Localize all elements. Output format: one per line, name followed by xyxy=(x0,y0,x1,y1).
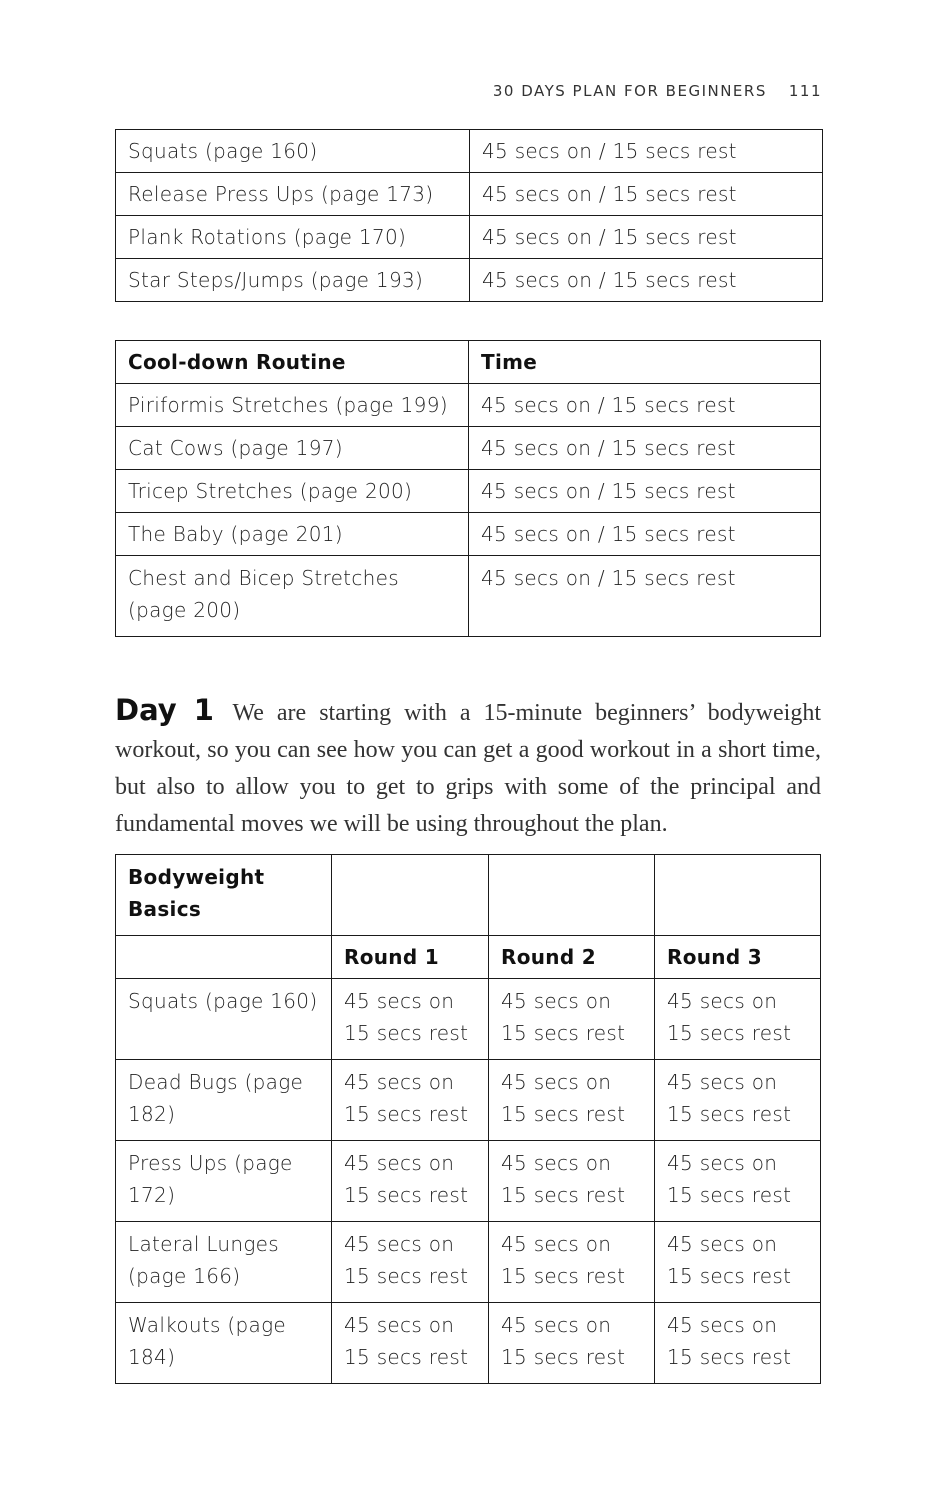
column-header-round-1: Round 1 xyxy=(332,936,489,979)
empty-cell xyxy=(332,855,489,936)
round-cell xyxy=(489,979,655,1060)
rest-text: 15 secs rest xyxy=(501,1264,626,1288)
exercise-cell: The Baby (page 201) xyxy=(116,513,469,556)
round-cell xyxy=(332,979,489,1060)
round-cell xyxy=(655,1303,821,1384)
on-text: 45 secs on xyxy=(501,1070,612,1094)
on-text: 45 secs on xyxy=(667,1151,778,1175)
empty-cell xyxy=(489,855,655,936)
time-cell: 45 secs on / 15 secs rest xyxy=(470,216,823,259)
on-text: 45 secs on xyxy=(501,1313,612,1337)
table-row xyxy=(116,173,823,216)
time-cell: 45 secs on / 15 secs rest xyxy=(469,556,821,637)
empty-cell xyxy=(655,855,821,936)
exercise-cell: Walkouts (page 184) xyxy=(116,1303,332,1384)
table-row xyxy=(116,470,821,513)
round-cell xyxy=(489,1141,655,1222)
table-row xyxy=(116,427,821,470)
rest-text: 15 secs rest xyxy=(667,1345,792,1369)
day1-paragraph xyxy=(115,692,821,843)
on-text: 45 secs on xyxy=(344,1070,455,1094)
exercise-cell: Squats (page 160) xyxy=(116,130,470,173)
table-row xyxy=(116,384,821,427)
rest-text: 15 secs rest xyxy=(667,1183,792,1207)
table-row xyxy=(116,513,821,556)
cooldown-table xyxy=(115,340,821,637)
exercise-cell: Squats (page 160) xyxy=(116,979,332,1060)
on-text: 45 secs on xyxy=(667,989,778,1013)
exercise-cell: Dead Bugs (page 182) xyxy=(116,1060,332,1141)
exercise-cell: Star Steps/Jumps (page 193) xyxy=(116,259,470,302)
column-header-time: Time xyxy=(469,341,821,384)
rest-text: 15 secs rest xyxy=(344,1264,469,1288)
on-text: 45 secs on xyxy=(344,989,455,1013)
time-cell: 45 secs on / 15 secs rest xyxy=(470,173,823,216)
round-cell xyxy=(655,1060,821,1141)
rest-text: 15 secs rest xyxy=(667,1264,792,1288)
rest-text: 15 secs rest xyxy=(667,1102,792,1126)
rest-text: 15 secs rest xyxy=(344,1345,469,1369)
rest-text: 15 secs rest xyxy=(344,1183,469,1207)
time-cell: 45 secs on / 15 secs rest xyxy=(470,130,823,173)
exercise-cell: Lateral Lunges (page 166) xyxy=(116,1222,332,1303)
table-title: Bodyweight Basics xyxy=(116,855,332,936)
time-cell: 45 secs on / 15 secs rest xyxy=(470,259,823,302)
round-cell xyxy=(489,1303,655,1384)
round-cell xyxy=(332,1060,489,1141)
round-cell xyxy=(655,1222,821,1303)
exercise-cell: Plank Rotations (page 170) xyxy=(116,216,470,259)
rest-text: 15 secs rest xyxy=(344,1021,469,1045)
bodyweight-basics-table xyxy=(115,854,821,1384)
empty-cell xyxy=(116,936,332,979)
round-cell xyxy=(332,1303,489,1384)
table-row xyxy=(116,1141,821,1222)
time-cell: 45 secs on / 15 secs rest xyxy=(469,427,821,470)
table-row xyxy=(116,556,821,637)
exercise-cell: Piriformis Stretches (page 199) xyxy=(116,384,469,427)
column-header-round-2: Round 2 xyxy=(489,936,655,979)
round-cell xyxy=(332,1141,489,1222)
rest-text: 15 secs rest xyxy=(501,1345,626,1369)
exercise-cell: Press Ups (page 172) xyxy=(116,1141,332,1222)
on-text: 45 secs on xyxy=(501,1232,612,1256)
on-text: 45 secs on xyxy=(501,989,612,1013)
table-row xyxy=(116,979,821,1060)
table-row xyxy=(116,1060,821,1141)
time-cell: 45 secs on / 15 secs rest xyxy=(469,470,821,513)
round-cell xyxy=(655,1141,821,1222)
round-cell xyxy=(332,1222,489,1303)
exercise-cell: Chest and Bicep Stretches (page 200) xyxy=(116,556,469,637)
round-cell xyxy=(655,979,821,1060)
on-text: 45 secs on xyxy=(667,1070,778,1094)
table-header-row xyxy=(116,341,821,384)
exercise-cell: Tricep Stretches (page 200) xyxy=(116,470,469,513)
on-text: 45 secs on xyxy=(501,1151,612,1175)
on-text: 45 secs on xyxy=(344,1151,455,1175)
time-cell: 45 secs on / 15 secs rest xyxy=(469,513,821,556)
rest-text: 15 secs rest xyxy=(501,1183,626,1207)
time-cell: 45 secs on / 15 secs rest xyxy=(469,384,821,427)
page-number: 111 xyxy=(788,82,822,100)
round-cell xyxy=(489,1060,655,1141)
column-header-exercise: Cool-down Routine xyxy=(116,341,469,384)
running-head xyxy=(470,82,822,100)
table-header-row xyxy=(116,936,821,979)
on-text: 45 secs on xyxy=(667,1232,778,1256)
workout-table xyxy=(115,129,823,302)
table-row xyxy=(116,130,823,173)
table-row xyxy=(116,259,823,302)
on-text: 45 secs on xyxy=(667,1313,778,1337)
day1-text: We are starting with a 15-minute beginners’ bodyweight workout, so you can see how you can get a good workout in a short time, but also to allow you to get to grips with some of the principal and fundamental moves we will be using throughout the plan. xyxy=(115,700,821,837)
column-header-round-3: Round 3 xyxy=(655,936,821,979)
rest-text: 15 secs rest xyxy=(501,1102,626,1126)
exercise-cell: Cat Cows (page 197) xyxy=(116,427,469,470)
table-row xyxy=(116,1222,821,1303)
day1-heading: Day 1 xyxy=(115,693,214,727)
on-text: 45 secs on xyxy=(344,1313,455,1337)
exercise-cell: Release Press Ups (page 173) xyxy=(116,173,470,216)
on-text: 45 secs on xyxy=(344,1232,455,1256)
round-cell xyxy=(489,1222,655,1303)
rest-text: 15 secs rest xyxy=(344,1102,469,1126)
table-row xyxy=(116,1303,821,1384)
running-title: 30 DAYS PLAN FOR BEGINNERS xyxy=(492,82,767,100)
table-row xyxy=(116,216,823,259)
rest-text: 15 secs rest xyxy=(501,1021,626,1045)
rest-text: 15 secs rest xyxy=(667,1021,792,1045)
table-title-row xyxy=(116,855,821,936)
